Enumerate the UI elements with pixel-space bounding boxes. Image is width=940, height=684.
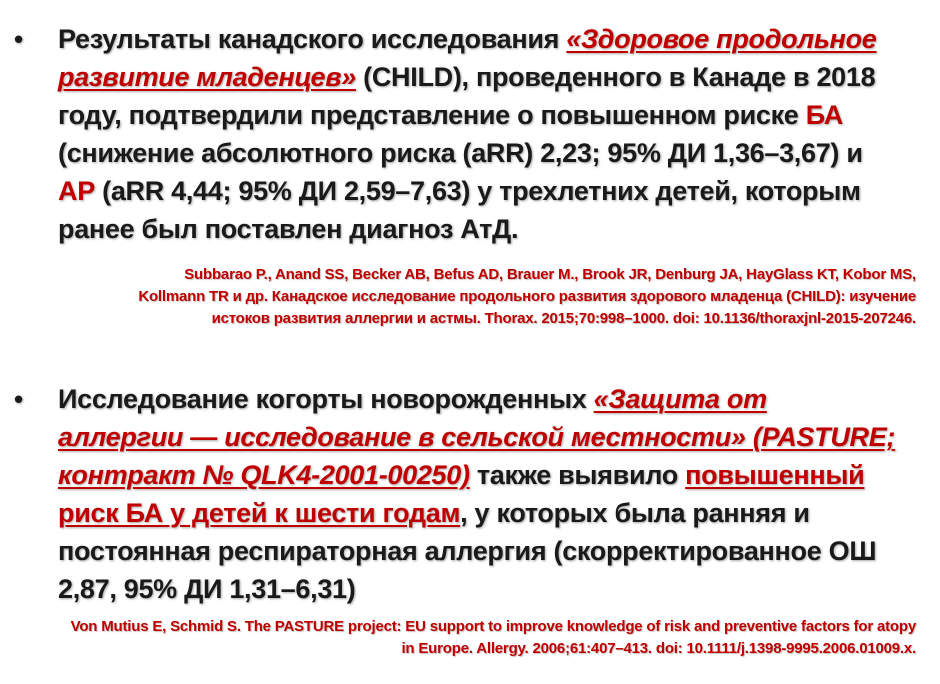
text-segment: (снижение абсолютного риска (aRR) 2,23; 95% ДИ 1,36–3,67) и xyxy=(58,138,863,168)
bullet-text xyxy=(58,380,898,608)
bullet-text xyxy=(58,20,898,248)
study-name-link: «Здоровое продольное развитие младенцев» xyxy=(58,24,877,92)
text-segment: , у которых была ранняя и постоянная респираторная аллергия (скорректированное ОШ 2,87, 95% ДИ 1,31–6,31) xyxy=(58,498,877,604)
text-segment: Результаты канадского исследования xyxy=(58,24,567,54)
bullet-dot: • xyxy=(14,384,24,414)
text-segment: (aRR 4,44; 95% ДИ 2,59–7,63) у трехлетних детей, которым ранее был поставлен диагноз АтД. xyxy=(58,176,861,244)
reference-citation-child: Subbarao P., Anand SS, Becker AB, Befus AD, Brauer M., Brook JR, Denburg JA, HayGlass KT, Kobor MS, Kollmann TR и др. Канадское исследование продольного развития здорового младенца (CHILD): изучение истоков развития аллергии и астмы. Thorax. 2015;70:998–1000. doi: 10.1136/thoraxjnl-2015-207246. xyxy=(138,266,916,327)
text-segment: также выявило xyxy=(469,460,686,490)
highlight-ar: АР xyxy=(58,176,95,206)
bullet-item-child-study xyxy=(0,20,920,248)
reference-citation-pasture: Von Mutius E, Schmid S. The PASTURE project: EU support to improve knowledge of risk and preventive factors for atopy in Europe. Allergy. 2006;61:407–413. doi: 10.1111/j.1398-9995.2006.01009.x. xyxy=(70,618,916,657)
highlight-risk: повышенный риск БА у детей к шести годам xyxy=(58,460,865,528)
text-segment: Исследование когорты новорожденных xyxy=(58,384,594,414)
bullet-item-pasture-study xyxy=(0,380,920,608)
highlight-ba: БА xyxy=(805,100,844,130)
study-name-link: «Защита от аллергии — исследование в сельской местности» (PASTURE; контракт № QLK4-2001-00250) xyxy=(58,384,896,490)
bullet-dot: • xyxy=(14,24,24,54)
text-segment: (CHILD), проведенного в Канаде в 2018 году, подтвердили представление о повышенном риске xyxy=(58,62,876,130)
